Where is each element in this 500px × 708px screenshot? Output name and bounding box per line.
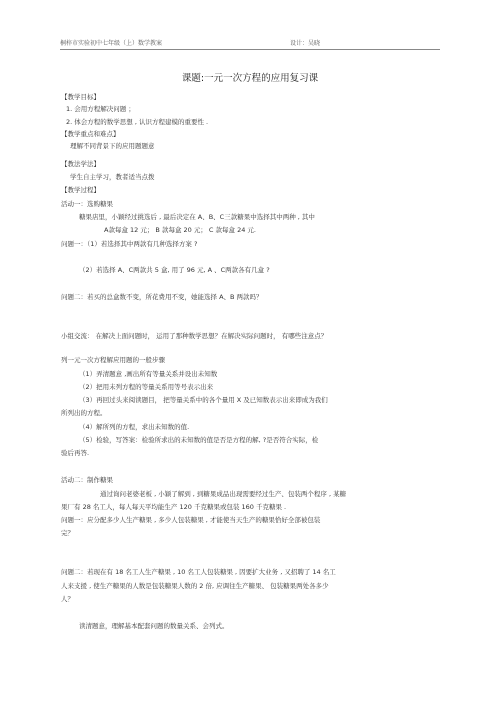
text-line: 【教学过程】	[61, 186, 100, 194]
text-line: 理解不同背景下的应用题题意	[70, 142, 155, 150]
text-line: 【教法学法】	[61, 160, 100, 168]
header-left-text: 桐梓市实验初中七年级（上）数学教案	[60, 40, 163, 47]
text-line: 通过询问老婆老板 , 小颖了解到 , 到糖果成品出现需要经过生产、包装两个程序 , 某糖	[100, 490, 347, 498]
text-line: （1）弄清题意 ,画出所有等量关系并设出未知数	[79, 370, 218, 378]
text-line: 学生自主学习，教者适当点拨	[70, 173, 155, 181]
text-line: （2）若选择 A、C两款共 5 盒, 用了 96 元, A 、C两款各有几盒 ?	[79, 266, 270, 274]
text-line: （5）检验，写答案：检验所求出的未知数的值是否是方程的解, ?是否符合实际，检	[79, 436, 319, 444]
text-line: 列一元一次方程解应用题的一般步骤	[61, 356, 165, 364]
text-line: 【教学重点和难点】	[61, 130, 120, 138]
page-header	[60, 38, 440, 50]
text-line: 果厂有 28 名工人，每人每天平均能生产 120 千克糖果或包装 160 千克糖果 .	[61, 503, 287, 511]
text-line: 完？	[61, 529, 74, 537]
text-line: A款每盒 12 元； B 款每盒 20 元； C 款每盒 24 元.	[104, 226, 256, 234]
text-line: （2）把用未列方程的等量关系用等号表示出来	[79, 383, 214, 391]
text-line: 验后再答.	[61, 449, 90, 457]
text-line: 【教学目标】	[61, 93, 100, 101]
text-line: （3）再回过头来阅读题目， 把等量关系中的各个量用 X 及已知数表示出来即成为我们	[79, 396, 328, 404]
text-line: 读清题意，理解基本配套问题的数量关系、会列式。	[79, 622, 229, 630]
text-line: 活动一：选购糖果	[61, 200, 113, 208]
text-line: 活动二：制作糖果	[61, 476, 113, 484]
text-line: 问题一：应分配多少人生产糖果 , 多少人包装糖果 , 才能使当天生产的糖果恰好全部被包装	[61, 516, 321, 524]
text-line: （4）解所列的方程，求出未知数的值.	[79, 423, 190, 431]
text-line: 人？	[61, 595, 74, 603]
header-right-text: 设计：吴晓	[290, 40, 321, 47]
text-line: 1. 会用方程解决问题 ；	[66, 105, 135, 113]
text-line: 问题二：若现在有 18 名工人生产糖果 , 10 名工人包装糖果 , 因要扩大业务 , 又招聘了 14 名工	[61, 568, 336, 576]
text-line: 问题一：（1）若选择其中两款有几种选择方案 ?	[61, 240, 198, 248]
text-line: 人来支援 , 使生产糖果的人数是包装糖果人数的 2 倍, 应调往生产糖果、 包装糖果两处各多少	[61, 582, 329, 590]
text-line: 问题二：若买的总盒数不变，所花费用不变，她能选择 A、B 两款吗？	[61, 293, 263, 301]
text-line: 糖果店里，小颖经过挑选后 , 最后决定在 A、B、C三款糖果中选择其中两种 , 其中	[79, 213, 315, 221]
text-line: 所列出的方程。	[61, 409, 107, 417]
text-line: 小组交流： 在解决上面问题时， 运用了那种数学思想？在解决实际问题时， 有哪些注意点？	[61, 332, 328, 340]
document-title: 课题:一元一次方程的应用复习课	[181, 73, 319, 84]
text-line: 2. 体会方程的数学思想 , 认识方程建模的重要性 .	[66, 118, 209, 126]
